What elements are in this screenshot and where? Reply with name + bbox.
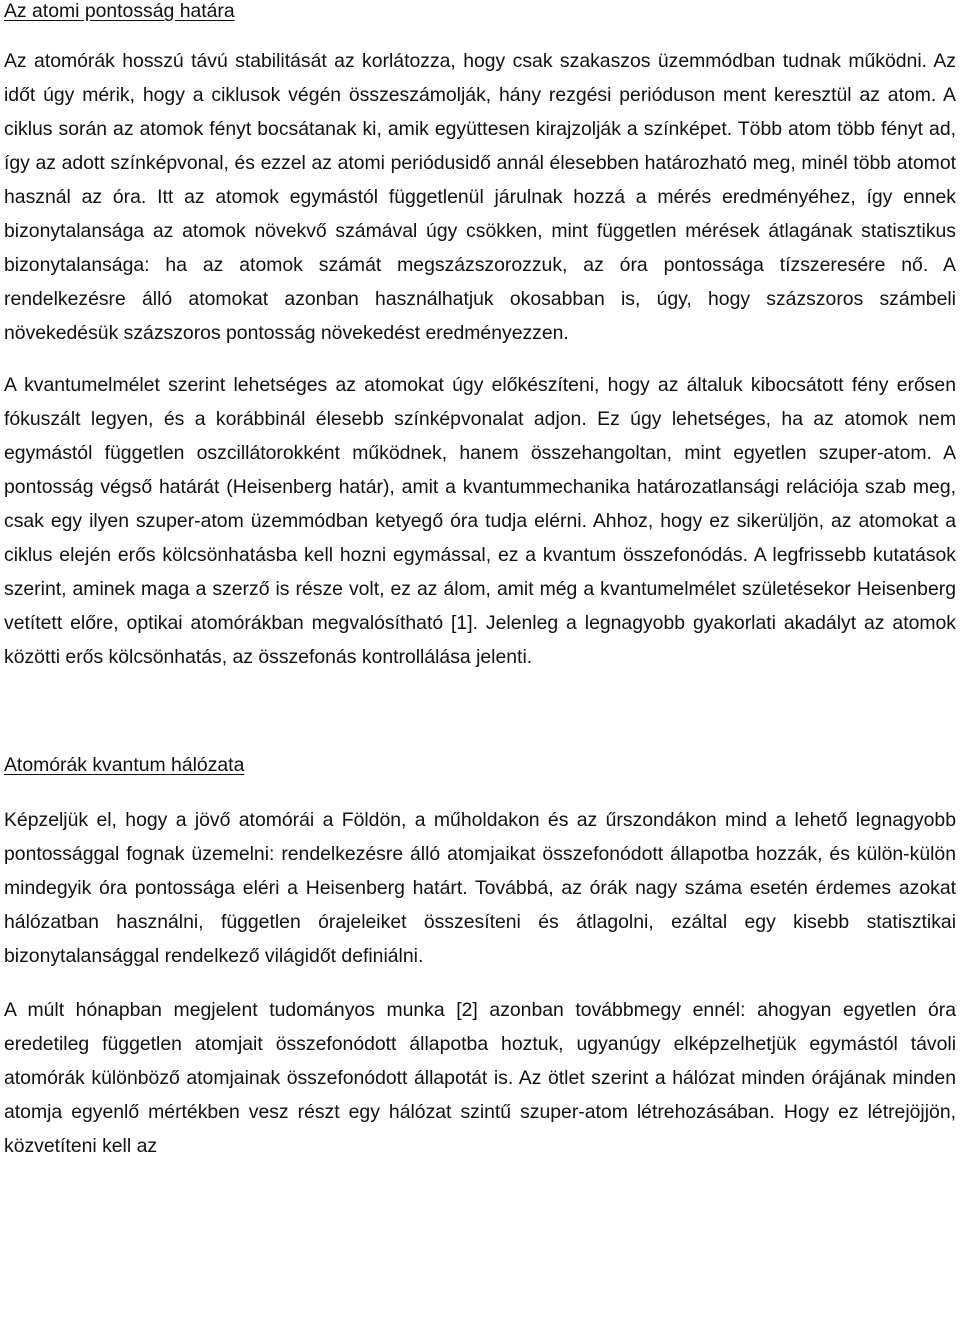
section-heading: Atomórák kvantum hálózata	[4, 754, 245, 776]
section-atomic-clock-quantum-network	[4, 748, 956, 1163]
paragraph: Képzeljük el, hogy a jövő atomórái a Földön, a műholdakon és az űrszondákon mind a lehető legnagyobb pontossággal fognak üzemelni: rendelkezésre álló atomjaikat összefonódott állapotba hozzák, és külön-külön mindegyik óra pontossága eléri a Heisenberg határt. Továbbá, az órák nagy száma esetén érdemes azokat hálózatban használni, független órajeleiket összesíteni és átlagolni, ezáltal egy kisebb statisztikai bizonytalansággal rendelkező világidőt definiálni.	[4, 809, 956, 967]
document-page	[4, 0, 956, 1163]
paragraph: A múlt hónapban megjelent tudományos munka [2] azonban továbbmegy ennél: ahogyan egyetlen óra eredetileg független atomjait összefonódott állapotba hoztuk, ugyanúgy elképzelhetjük egymástól távoli atomórák különböző atomjainak összefonódott állapotát is. Az ötlet szerint a hálózat minden órájának minden atomja egyenlő mértékben vesz részt egy hálózat szintű szuper-atom létrehozásában. Hogy ez létrejöjjön, közvetíteni kell az	[4, 999, 956, 1157]
paragraph: A kvantumelmélet szerint lehetséges az atomokat úgy előkészíteni, hogy az általuk kibocsátott fény erősen fókuszált legyen, és a korábbinál élesebb színképvonalat adjon. Ez úgy lehetséges, ha az atomok nem egymástól független oszcillátorokként működnek, hanem összehangoltan, mint egyetlen szuper-atom. A pontosság végső határát (Heisenberg határ), amit a kvantummechanika határozatlansági relációja szab meg, csak egy ilyen szuper-atom üzemmódban ketyegő óra tudja elérni. Ahhoz, hogy ez sikerüljön, az atomokat a ciklus elején erős kölcsönhatásba kell hozni egymással, ez a kvantum összefonódás. A legfrissebb kutatások szerint, aminek maga a szerző is része volt, ez az álom, amit még a kvantumelmélet születésekor Heisenberg vetített előre, optikai atomórákban megvalósítható [1]. Jelenleg a legnagyobb gyakorlati akadályt az atomok közötti erős kölcsönhatás, az összefonás kontrollálása jelenti.	[4, 374, 956, 668]
paragraph: Az atomórák hosszú távú stabilitását az korlátozza, hogy csak szakaszos üzemmódban tudnak működni. Az időt úgy mérik, hogy a ciklusok végén összeszámolják, hány rezgési perióduson ment keresztül az atom. A ciklus során az atomok fényt bocsátanak ki, amik együttesen kirajzolják a színképet. Több atom több fényt ad, így az adott színképvonal, és ezzel az atomi periódusidő annál élesebben határozható meg, minél több atomot használ az óra. Itt az atomok egymástól függetlenül járulnak hozzá a mérés eredményéhez, így ennek bizonytalansága az atomok növekvő számával úgy csökken, mint független mérések átlagának statisztikus bizonytalansága: ha az atomok számát megszázszorozzuk, az óra pontossága tízszeresére nő. A rendelkezésre álló atomokat azonban használhatjuk okosabban is, úgy, hogy százszoros számbeli növekedésük százszoros pontosság növekedést eredményezzen.	[4, 50, 956, 344]
section-heading: Az atomi pontosság határa	[4, 0, 235, 22]
section-atomic-precision-limit	[4, 0, 956, 674]
